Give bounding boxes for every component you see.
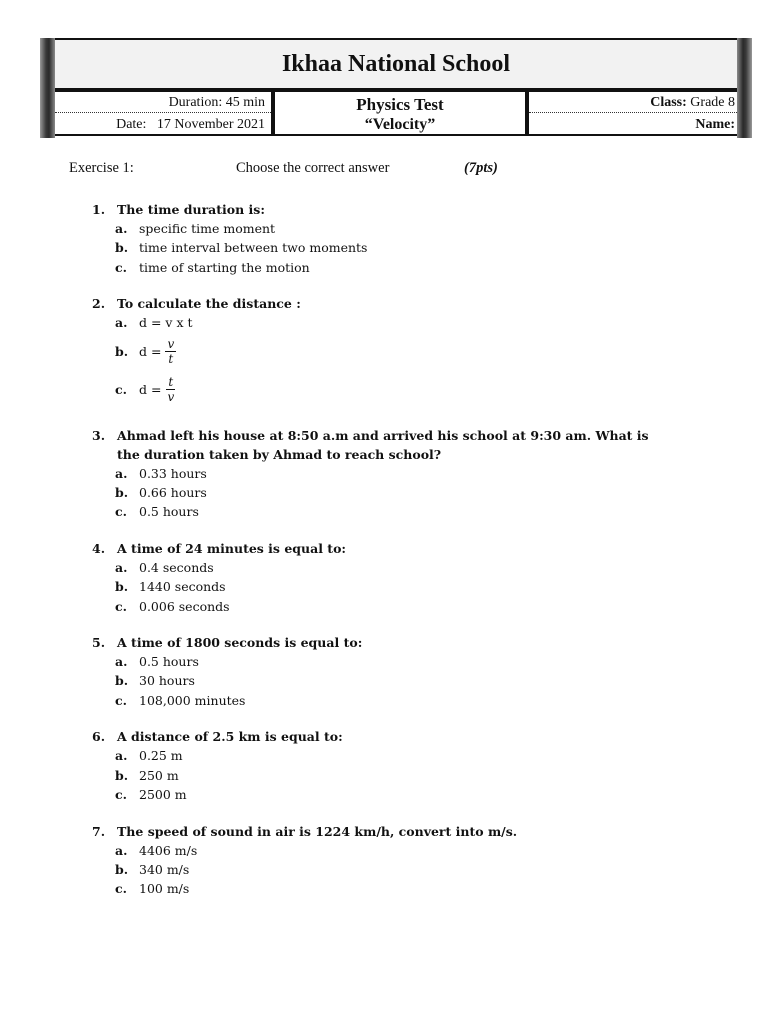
question-6 bbox=[92, 727, 692, 804]
answer-option bbox=[92, 238, 692, 257]
question-5 bbox=[92, 633, 692, 710]
answer-option bbox=[92, 483, 692, 502]
option-letter: b. bbox=[115, 343, 129, 359]
option-letter: b. bbox=[115, 861, 129, 877]
option-letter: c. bbox=[115, 787, 127, 803]
option-prefix: d = bbox=[139, 343, 162, 359]
name-cell bbox=[529, 113, 737, 136]
question-text: To calculate the distance : bbox=[117, 296, 301, 312]
decorative-bar-right bbox=[737, 38, 752, 138]
question-stem bbox=[92, 727, 692, 746]
question-stem bbox=[92, 539, 692, 558]
answer-option bbox=[92, 219, 692, 238]
option-text: 0.4 seconds bbox=[139, 559, 214, 575]
option-letter: c. bbox=[115, 381, 127, 397]
fraction-numerator: v bbox=[167, 337, 175, 352]
fraction bbox=[165, 375, 176, 404]
option-text: specific time moment bbox=[139, 221, 276, 236]
exercise-heading bbox=[69, 160, 669, 180]
question-stem bbox=[92, 633, 692, 652]
option-text: 0.66 hours bbox=[139, 485, 207, 501]
option-letter: a. bbox=[115, 315, 128, 331]
option-letter: b. bbox=[115, 240, 129, 256]
question-text: The time duration is: bbox=[117, 202, 265, 217]
question-text: A distance of 2.5 km is equal to: bbox=[117, 729, 343, 745]
option-text: 250 m bbox=[139, 767, 179, 783]
option-text: 100 m/s bbox=[139, 881, 190, 897]
option-text: 0.006 seconds bbox=[139, 598, 230, 614]
test-subtitle: “Velocity” bbox=[364, 116, 436, 133]
option-letter: a. bbox=[115, 654, 128, 670]
class-label: Class: bbox=[650, 95, 687, 110]
question-text: The speed of sound in air is 1224 km/h, convert into m/s. bbox=[117, 823, 518, 839]
answer-option bbox=[92, 879, 692, 898]
question-7 bbox=[92, 822, 692, 899]
answer-option bbox=[92, 577, 692, 596]
question-number: 5. bbox=[92, 635, 106, 651]
date-label: Date: bbox=[116, 117, 147, 132]
option-prefix: d = bbox=[139, 381, 162, 397]
fraction bbox=[165, 337, 176, 366]
question-2 bbox=[92, 294, 692, 408]
date-value: 17 November 2021 bbox=[156, 117, 265, 132]
answer-option bbox=[92, 785, 692, 804]
option-letter: a. bbox=[115, 748, 128, 764]
option-letter: a. bbox=[115, 559, 128, 575]
answer-option bbox=[92, 746, 692, 765]
answer-option bbox=[92, 258, 692, 277]
question-1 bbox=[92, 200, 692, 277]
class-value: Grade 8 bbox=[690, 95, 735, 110]
option-text: 30 hours bbox=[139, 673, 195, 689]
question-number: 4. bbox=[92, 540, 106, 556]
decorative-bar-left bbox=[40, 38, 55, 138]
school-name: Ikhaa National School bbox=[281, 50, 511, 77]
answer-option bbox=[92, 691, 692, 710]
answer-option bbox=[92, 860, 692, 879]
answer-option bbox=[92, 841, 692, 860]
option-letter: c. bbox=[115, 598, 127, 614]
option-text: time of starting the motion bbox=[139, 259, 310, 275]
duration-cell: Duration: 45 min bbox=[55, 92, 271, 113]
answer-option bbox=[92, 333, 692, 371]
option-letter: c. bbox=[115, 692, 127, 708]
question-4 bbox=[92, 539, 692, 616]
fraction-numerator: t bbox=[168, 375, 174, 390]
name-label: Name: bbox=[695, 117, 735, 132]
exercise-label: Exercise 1: bbox=[69, 160, 134, 176]
question-number: 2. bbox=[92, 296, 106, 312]
option-text: 340 m/s bbox=[139, 861, 190, 877]
option-text: 1440 seconds bbox=[139, 579, 226, 595]
test-title: Physics Test bbox=[356, 95, 444, 114]
option-letter: a. bbox=[115, 221, 128, 236]
option-letter: c. bbox=[115, 259, 127, 275]
answer-option bbox=[92, 313, 692, 332]
question-stem bbox=[92, 200, 692, 219]
question-number: 7. bbox=[92, 823, 106, 839]
date-cell bbox=[55, 113, 271, 136]
school-title-box bbox=[55, 38, 737, 90]
option-text: d = v x t bbox=[139, 315, 193, 331]
question-text: A time of 24 minutes is equal to: bbox=[117, 540, 347, 556]
option-letter: b. bbox=[115, 485, 129, 501]
question-stem bbox=[92, 822, 692, 841]
exercise-points: (7pts) bbox=[464, 160, 498, 176]
answer-option bbox=[92, 464, 692, 483]
question-text: Ahmad left his house at 8:50 a.m and arrived his school at 9:30 am. What is the duration taken by Ahmad to reach school? bbox=[117, 427, 649, 462]
fraction-denominator: v bbox=[167, 390, 175, 405]
option-letter: b. bbox=[115, 673, 129, 689]
answer-option bbox=[92, 671, 692, 690]
question-list bbox=[92, 200, 692, 916]
class-cell bbox=[529, 92, 737, 113]
answer-option bbox=[92, 502, 692, 521]
question-number: 6. bbox=[92, 729, 106, 745]
option-text: 2500 m bbox=[139, 787, 187, 803]
option-text: 108,000 minutes bbox=[139, 692, 246, 708]
test-header bbox=[40, 38, 752, 138]
question-stem bbox=[92, 426, 692, 464]
option-letter: a. bbox=[115, 465, 128, 481]
option-text: 4406 m/s bbox=[139, 842, 198, 858]
question-text: A time of 1800 seconds is equal to: bbox=[117, 635, 363, 651]
option-letter: c. bbox=[115, 504, 127, 520]
question-stem bbox=[92, 294, 692, 313]
exercise-instruction: Choose the correct answer bbox=[236, 160, 390, 176]
option-letter: b. bbox=[115, 767, 129, 783]
fraction-denominator: t bbox=[168, 352, 174, 367]
option-text: 0.5 hours bbox=[139, 504, 199, 520]
answer-option bbox=[92, 652, 692, 671]
question-number: 3. bbox=[92, 427, 106, 443]
option-text: time interval between two moments bbox=[139, 240, 368, 256]
answer-option bbox=[92, 597, 692, 616]
question-number: 1. bbox=[92, 202, 106, 217]
option-letter: b. bbox=[115, 579, 129, 595]
option-text: 0.5 hours bbox=[139, 654, 199, 670]
answer-option bbox=[92, 766, 692, 785]
answer-option bbox=[92, 371, 692, 409]
answer-option bbox=[92, 558, 692, 577]
option-text: 0.25 m bbox=[139, 748, 183, 764]
question-3 bbox=[92, 426, 692, 522]
option-letter: a. bbox=[115, 842, 128, 858]
test-title-cell bbox=[273, 92, 527, 136]
option-letter: c. bbox=[115, 881, 127, 897]
option-text: 0.33 hours bbox=[139, 465, 207, 481]
